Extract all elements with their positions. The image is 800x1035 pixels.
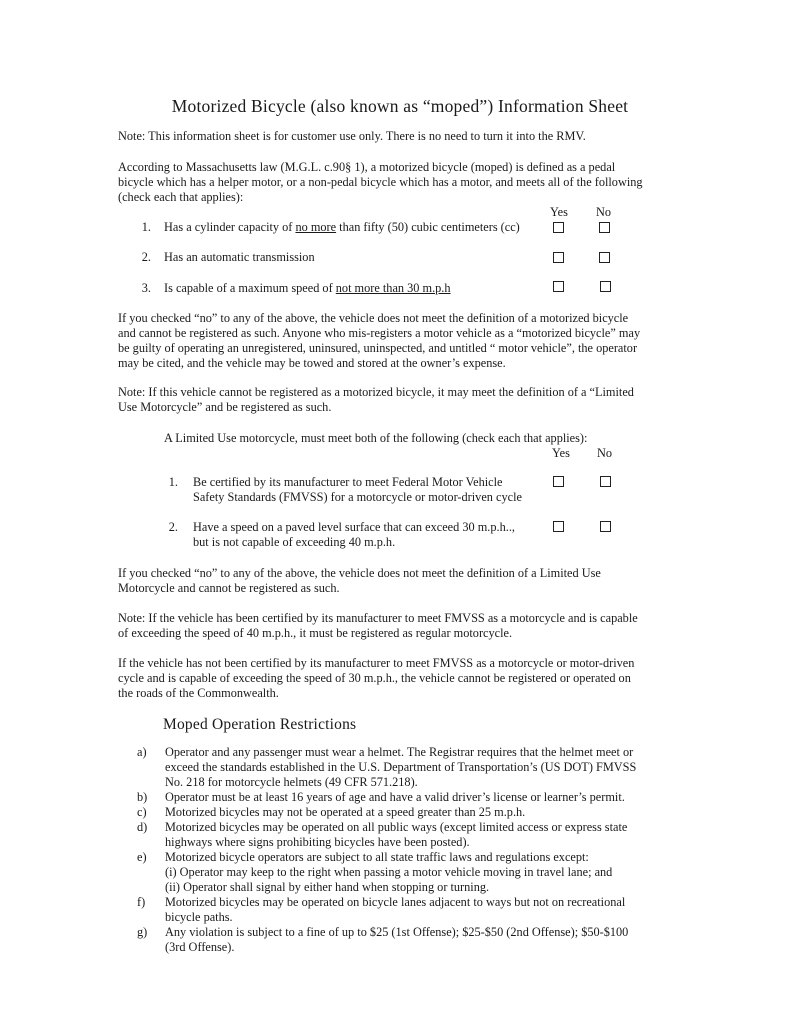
item-line: highways where signs prohibiting bicycles have been posted).: [165, 835, 470, 849]
item-number: 1.: [168, 475, 178, 489]
note-line: Use Motorcycle” and be registered as such.: [118, 400, 332, 414]
item-line: Motorized bicycles may not be operated at a speed greater than 25 m.p.h.: [165, 805, 526, 819]
item-number: 2.: [168, 520, 178, 534]
definition-paragraph: [118, 160, 698, 205]
item-number: 2.: [141, 250, 151, 264]
warning-line: If you checked “no” to any of the above, the vehicle does not meet the definition of a Limited Use: [118, 566, 601, 580]
customer-use-note: Note: This information sheet is for customer use only. There is no need to turn it into the RMV.: [118, 129, 586, 143]
item-line: Motorized bicycles may be operated on bicycle lanes adjacent to ways but not on recreational: [165, 895, 626, 909]
item-line: bicycle paths.: [165, 910, 233, 924]
item-text-line: Have a speed on a paved level surface that can exceed 30 m.p.h..,: [193, 520, 515, 534]
note-line: of exceeding the speed of 40 m.p.h., it must be registered as regular motorcycle.: [118, 626, 513, 640]
item-line: (i) Operator may keep to the right when passing a motor vehicle moving in travel lane; and: [165, 865, 613, 879]
item-text: [164, 250, 315, 265]
checkbox-yes[interactable]: [553, 222, 564, 233]
item-line: Operator must be at least 16 years of age and have a valid driver’s license or learner’s permit.: [165, 790, 625, 804]
item-line: Operator and any passenger must wear a helmet. The Registrar requires that the helmet meet or: [165, 745, 634, 759]
item-label: e): [137, 850, 147, 864]
not-a-moped-warning: [118, 311, 698, 371]
item-line: Any violation is subject to a fine of up to $25 (1st Offense); $25-$50 (2nd Offense); $50-$100: [165, 925, 629, 939]
warning-line: be guilty of operating an unregistered, uninsured, uninspected, and untitled “ motor vehicle”, the operator: [118, 341, 638, 355]
item-text: [193, 475, 522, 505]
regular-motorcycle-note: [118, 611, 698, 641]
checkbox-yes[interactable]: [553, 281, 564, 292]
checkbox-no[interactable]: [599, 252, 610, 263]
restriction-item-g: [137, 925, 697, 955]
definition-line: (check each that applies):: [118, 190, 244, 204]
item-text-underlined: no more: [295, 220, 337, 234]
checklist-intro: A Limited Use motorcycle, must meet both of the following (check each that applies):: [164, 431, 588, 445]
item-line: (3rd Offense).: [165, 940, 235, 954]
warning-line: and cannot be registered as such. Anyone who mis-registers a motor vehicle as a “motorized bicycle” may: [118, 326, 641, 340]
no-column-header: No: [597, 446, 613, 460]
item-line: exceed the standards established in the U.S. Department of Transportation’s (US DOT) FMVSS: [165, 760, 637, 774]
item-number: 1.: [141, 220, 151, 234]
restriction-item-e: [137, 850, 697, 895]
warning-line: If you checked “no” to any of the above, the vehicle does not meet the definition of a motorized bicycle: [118, 311, 629, 325]
warning-line: Motorcycle and cannot be registered as such.: [118, 581, 340, 595]
warning-line: may be cited, and the vehicle may be towed and stored at the owner’s expense.: [118, 356, 506, 370]
yes-column-header: Yes: [552, 446, 570, 460]
item-label: c): [137, 805, 147, 819]
checkbox-yes[interactable]: [553, 252, 564, 263]
definition-line: bicycle which has a helper motor, or a non-pedal bicycle which has a motor, and meets all of the following: [118, 175, 643, 189]
page-title: Motorized Bicycle (also known as “moped”) Information Sheet: [171, 96, 629, 116]
limited-use-note: [118, 385, 698, 415]
no-column-header: No: [596, 205, 612, 219]
checkbox-yes[interactable]: [553, 476, 564, 487]
item-label: d): [137, 820, 148, 834]
restriction-item-c: [137, 805, 697, 820]
restriction-item-d: [137, 820, 697, 850]
item-line: Motorized bicycles may be operated on all public ways (except limited access or express state: [165, 820, 628, 834]
item-text-line: Safety Standards (FMVSS) for a motorcycle or motor-driven cycle: [193, 490, 522, 504]
item-label: b): [137, 790, 148, 804]
checkbox-no[interactable]: [599, 222, 610, 233]
checkbox-no[interactable]: [600, 476, 611, 487]
restrictions-heading: Moped Operation Restrictions: [163, 716, 357, 733]
paragraph-line: If the vehicle has not been certified by its manufacturer to meet FMVSS as a motorcycle or motor-driven: [118, 656, 635, 670]
item-text-underlined: not more than 30 m.p.h: [335, 281, 451, 295]
item-text: [193, 520, 515, 550]
paragraph-line: cycle and is capable of exceeding the speed of 30 m.p.h., the vehicle cannot be registered or operated on: [118, 671, 631, 685]
paragraph-line: the roads of the Commonwealth.: [118, 686, 279, 700]
not-limited-use-warning: [118, 566, 698, 596]
definition-line: According to Massachusetts law (M.G.L. c.90§ 1), a motorized bicycle (moped) is defined as a pedal: [118, 160, 616, 174]
restriction-item-a: [137, 745, 697, 790]
item-text-line: Be certified by its manufacturer to meet Federal Motor Vehicle: [193, 475, 503, 489]
item-text: [164, 281, 451, 296]
note-line: Note: If this vehicle cannot be registered as a motorized bicycle, it may meet the definition of a “Limited: [118, 385, 634, 399]
item-label: g): [137, 925, 148, 939]
item-label: a): [137, 745, 147, 759]
restrictions-list: [137, 745, 697, 955]
item-number: 3.: [141, 281, 151, 295]
uncertified-vehicle-paragraph: [118, 656, 698, 701]
restriction-item-b: [137, 790, 697, 805]
item-text-pre: Has an automatic transmission: [164, 250, 315, 264]
item-label: f): [137, 895, 146, 909]
item-text-pre: Has a cylinder capacity of: [164, 220, 296, 234]
item-text-pre: Is capable of a maximum speed of: [164, 281, 336, 295]
checkbox-no[interactable]: [600, 521, 611, 532]
checkbox-no[interactable]: [600, 281, 611, 292]
item-line: (ii) Operator shall signal by either hand when stopping or turning.: [165, 880, 490, 894]
item-text-post: than fifty (50) cubic centimeters (cc): [336, 220, 520, 234]
note-line: Note: If the vehicle has been certified by its manufacturer to meet FMVSS as a motorcycle and is capable: [118, 611, 638, 625]
checkbox-yes[interactable]: [553, 521, 564, 532]
item-text: [164, 220, 520, 235]
item-text-line: but is not capable of exceeding 40 m.p.h.: [193, 535, 396, 549]
yes-column-header: Yes: [550, 205, 568, 219]
item-line: Motorized bicycle operators are subject to all state traffic laws and regulations except:: [165, 850, 589, 864]
item-line: No. 218 for motorcycle helmets (49 CFR 571.218).: [165, 775, 418, 789]
restriction-item-f: [137, 895, 697, 925]
